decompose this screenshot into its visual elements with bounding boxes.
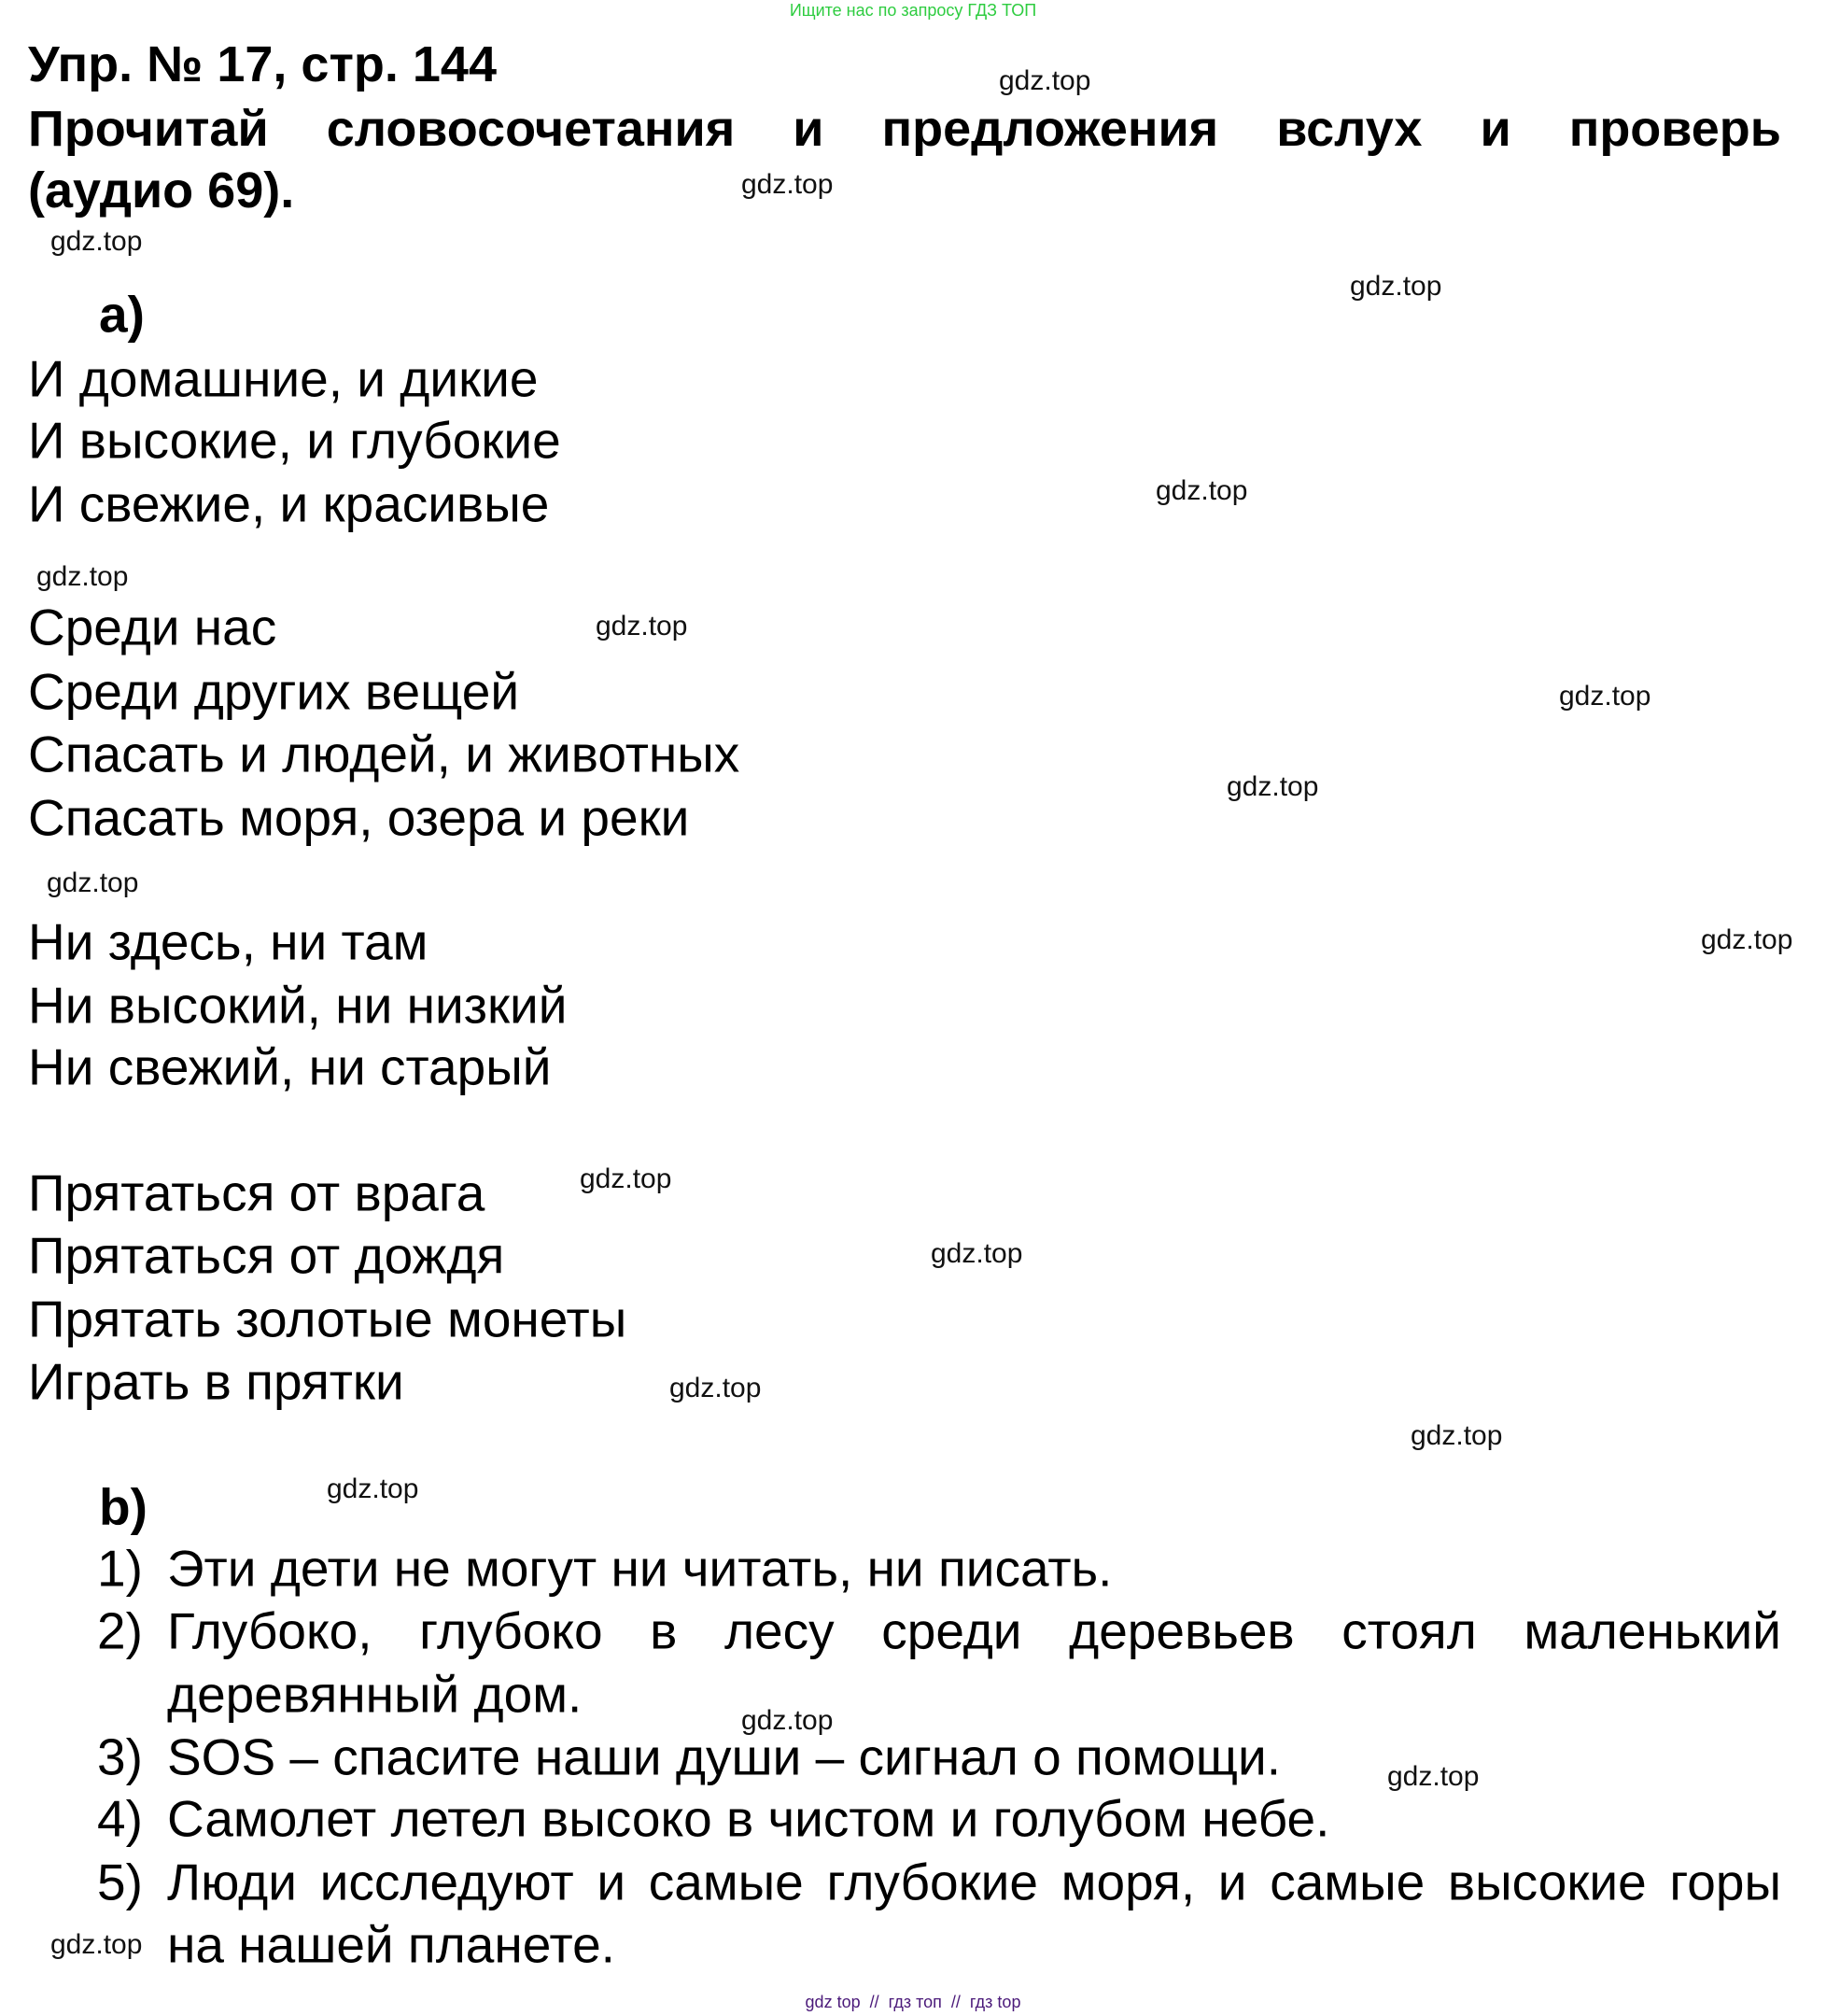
top-banner: Ищите нас по запросу ГДЗ ТОП — [789, 1, 1037, 20]
phrase-line: Спасать моря, озера и реки — [28, 788, 690, 847]
watermark: gdz.top — [50, 1929, 143, 1960]
watermark: gdz.top — [580, 1163, 672, 1194]
item-number: 2) — [97, 1601, 143, 1660]
phrase-line: И высокие, и глубокие — [28, 411, 561, 470]
watermark: gdz.top — [1559, 681, 1651, 712]
sentence-text: Глубоко, глубоко в лесу среди деревьев стоял маленький — [167, 1601, 1781, 1660]
watermark: gdz.top — [741, 1705, 834, 1736]
watermark: gdz.top — [999, 65, 1091, 96]
watermark: gdz.top — [741, 169, 834, 200]
phrase-line: Среди других вещей — [28, 662, 520, 721]
watermark: gdz.top — [47, 867, 139, 898]
item-number: 3) — [97, 1727, 143, 1786]
watermark: gdz.top — [327, 1473, 419, 1504]
watermark: gdz.top — [669, 1373, 762, 1403]
phrase-line: И свежие, и красивые — [28, 474, 550, 533]
watermark: gdz.top — [36, 561, 129, 592]
sentence-text: Самолет летел высоко в чистом и голубом небе. — [167, 1789, 1330, 1848]
phrase-line: Играть в прятки — [28, 1352, 404, 1411]
phrase-line: Ни здесь, ни там — [28, 912, 428, 971]
section-a-label: а) — [99, 285, 145, 344]
watermark: gdz.top — [931, 1238, 1023, 1269]
phrase-line: Ни свежий, ни старый — [28, 1037, 552, 1096]
item-number: 5) — [97, 1853, 143, 1911]
phrase-line: Прятаться от дождя — [28, 1226, 505, 1285]
footer-watermark: gdz top // гдз топ // гдз top — [805, 1993, 1021, 2011]
watermark: gdz.top — [1227, 771, 1319, 802]
sentence-text: Эти дети не могут ни читать, ни писать. — [167, 1539, 1113, 1598]
watermark: gdz.top — [596, 611, 688, 641]
phrase-line: Ни высокий, ни низкий — [28, 976, 568, 1035]
watermark: gdz.top — [1350, 271, 1442, 302]
sentence-text-cont: на нашей планете. — [167, 1915, 615, 1974]
sentence-text: Люди исследуют и самые глубокие моря, и самые высокие горы — [167, 1853, 1781, 1911]
sentence-text: SOS – спасите наши души – сигнал о помощи. — [167, 1727, 1282, 1786]
phrase-line: Спасать и людей, и животных — [28, 725, 740, 783]
section-b-label: b) — [99, 1477, 147, 1536]
phrase-line: Прятать золотые монеты — [28, 1290, 627, 1348]
watermark: gdz.top — [1156, 475, 1248, 506]
instruction-line-2: (аудио 69). — [28, 162, 295, 219]
item-number: 1) — [97, 1539, 143, 1598]
phrase-line: Прятаться от врага — [28, 1163, 485, 1222]
watermark: gdz.top — [1387, 1761, 1480, 1792]
exercise-title: Упр. № 17, стр. 144 — [28, 36, 497, 92]
watermark: gdz.top — [1701, 924, 1793, 955]
phrase-line: И домашние, и дикие — [28, 349, 539, 408]
watermark: gdz.top — [50, 226, 143, 257]
instruction-line-1: Прочитай словосочетания и предложения вслух и проверь — [28, 101, 1781, 157]
sentence-text-cont: деревянный дом. — [167, 1665, 583, 1724]
item-number: 4) — [97, 1789, 143, 1848]
phrase-line: Среди нас — [28, 598, 277, 656]
watermark: gdz.top — [1411, 1420, 1503, 1451]
